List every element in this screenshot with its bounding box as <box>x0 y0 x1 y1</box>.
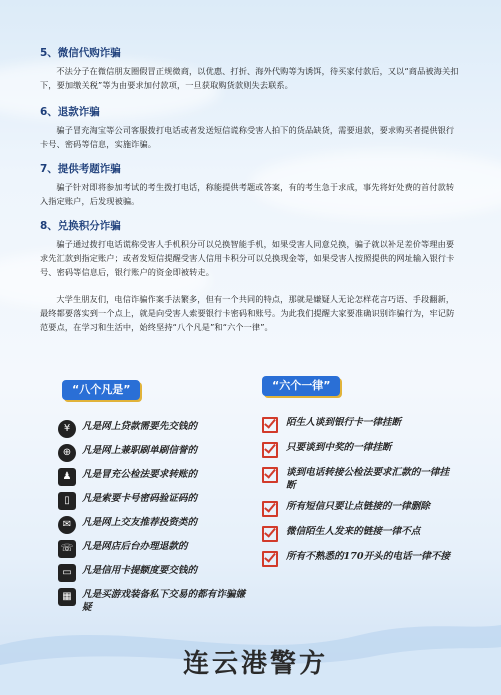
chat-icon: ✉ <box>58 516 76 534</box>
checkbox-icon <box>262 526 278 542</box>
checkbox-icon <box>262 442 278 458</box>
footer-logo: 连云港警方 <box>183 649 329 679</box>
closing-paragraph <box>40 292 460 334</box>
six-rules-badge: “六个一律” <box>262 376 340 396</box>
section-exam-fraud <box>40 161 460 208</box>
yuan-coin-icon: ¥ <box>58 420 76 438</box>
service-icon: ☏ <box>58 540 76 558</box>
list-item <box>262 525 452 542</box>
checkbox-icon <box>262 501 278 517</box>
checkbox-icon <box>262 551 278 567</box>
rule-text: 陌生人谈到银行卡一律挂断 <box>286 417 402 428</box>
section-title: 8、兑换积分诈骗 <box>40 220 121 232</box>
rule-text: 凡是网上贷款需要先交钱的 <box>82 421 198 432</box>
rule-text: 所有短信只要让点链接的一律删除 <box>286 501 430 512</box>
list-item <box>58 540 248 558</box>
section-wechat-fraud <box>40 45 460 92</box>
rule-text: 微信陌生人发来的链接一律不点 <box>286 526 421 537</box>
list-item <box>262 416 452 433</box>
section-body: 骗子冒充淘宝等公司客服拨打电话或者发送短信谎称受害人拍下的货品缺货，需要退款，要求购买者提供银行卡号、密码等信息，实施诈骗。 <box>40 125 455 149</box>
checkbox-icon <box>262 467 278 483</box>
list-item <box>58 468 248 486</box>
globe-icon: ⊕ <box>58 444 76 462</box>
section-body: 骗子针对即将参加考试的考生拨打电话，称能提供考题或答案，有的考生急于求成，事先将好处费的首付款转入指定账户，后发现被骗。 <box>40 182 455 206</box>
section-title: 5、微信代购诈骗 <box>40 47 121 59</box>
list-item <box>58 516 248 534</box>
building-icon: ▦ <box>58 588 76 606</box>
six-rules-list <box>262 416 452 575</box>
section-body: 骗子通过拨打电话谎称受害人手机积分可以兑换智能手机，如果受害人同意兑换，骗子就以补足差价等理由要求先汇款到指定账户；或者发短信提醒受害人信用卡积分可以兑换现金等，如果受害人按照提供的网址输入银行卡号、密码等信息后，银行账户的资金即被转走。 <box>40 239 455 277</box>
section-body: 不法分子在微信朋友圈假冒正规微商，以优惠、打折、海外代购等为诱饵，待买家付款后，又以“商品被海关扣下，要加缴关税”等为由要求加付款项，一旦获取购货款则失去联系。 <box>40 66 459 90</box>
rule-text: 谈到电话转接公检法要求汇款的一律挂断 <box>286 467 450 491</box>
rule-text: 凡是冒充公检法要求转账的 <box>82 469 198 480</box>
card-icon: ▭ <box>58 564 76 582</box>
rule-text: 凡是索要卡号密码验证码的 <box>82 493 198 504</box>
section-refund-fraud <box>40 104 460 151</box>
rule-text: 凡是买游戏装备私下交易的都有诈骗嫌疑 <box>82 589 246 613</box>
closing-text: 大学生朋友们，电信诈骗作案手法繁多，但有一个共同的特点，那就是嫌疑人无论怎样花言巧语、手段翻新，最终都要落实到一个点上，就是向受害人索要银行卡密码和账号。为此我们提醒大家要准确识别诈骗行为，牢记防范要点，在学习和生活中，始终坚持“八个凡是”和“六个一律”。 <box>40 294 455 332</box>
list-item <box>58 444 248 462</box>
section-title: 7、提供考题诈骗 <box>40 163 121 175</box>
person-icon: ♟ <box>58 468 76 486</box>
list-item <box>262 441 452 458</box>
rule-text: 凡是信用卡提额度要交钱的 <box>82 565 198 576</box>
phone-icon: ▯ <box>58 492 76 510</box>
list-item <box>58 492 248 510</box>
rule-text: 凡是网店后台办理退款的 <box>82 541 188 552</box>
eight-rules-list <box>58 420 248 620</box>
rule-text: 凡是网上兼职刷单刷信誉的 <box>82 445 198 456</box>
list-item <box>262 466 452 492</box>
eight-rules-badge: “八个凡是” <box>62 380 140 400</box>
list-item <box>262 550 452 567</box>
rule-text: 凡是网上交友推荐投资类的 <box>82 517 198 528</box>
section-points-fraud <box>40 218 460 279</box>
section-title: 6、退款诈骗 <box>40 106 100 118</box>
rule-text: 所有不熟悉的170开头的电话一律不接 <box>286 551 450 562</box>
rule-text: 只要谈到中奖的一律挂断 <box>286 442 392 453</box>
list-item <box>58 564 248 582</box>
checkbox-icon <box>262 417 278 433</box>
list-item <box>262 500 452 517</box>
list-item <box>58 420 248 438</box>
